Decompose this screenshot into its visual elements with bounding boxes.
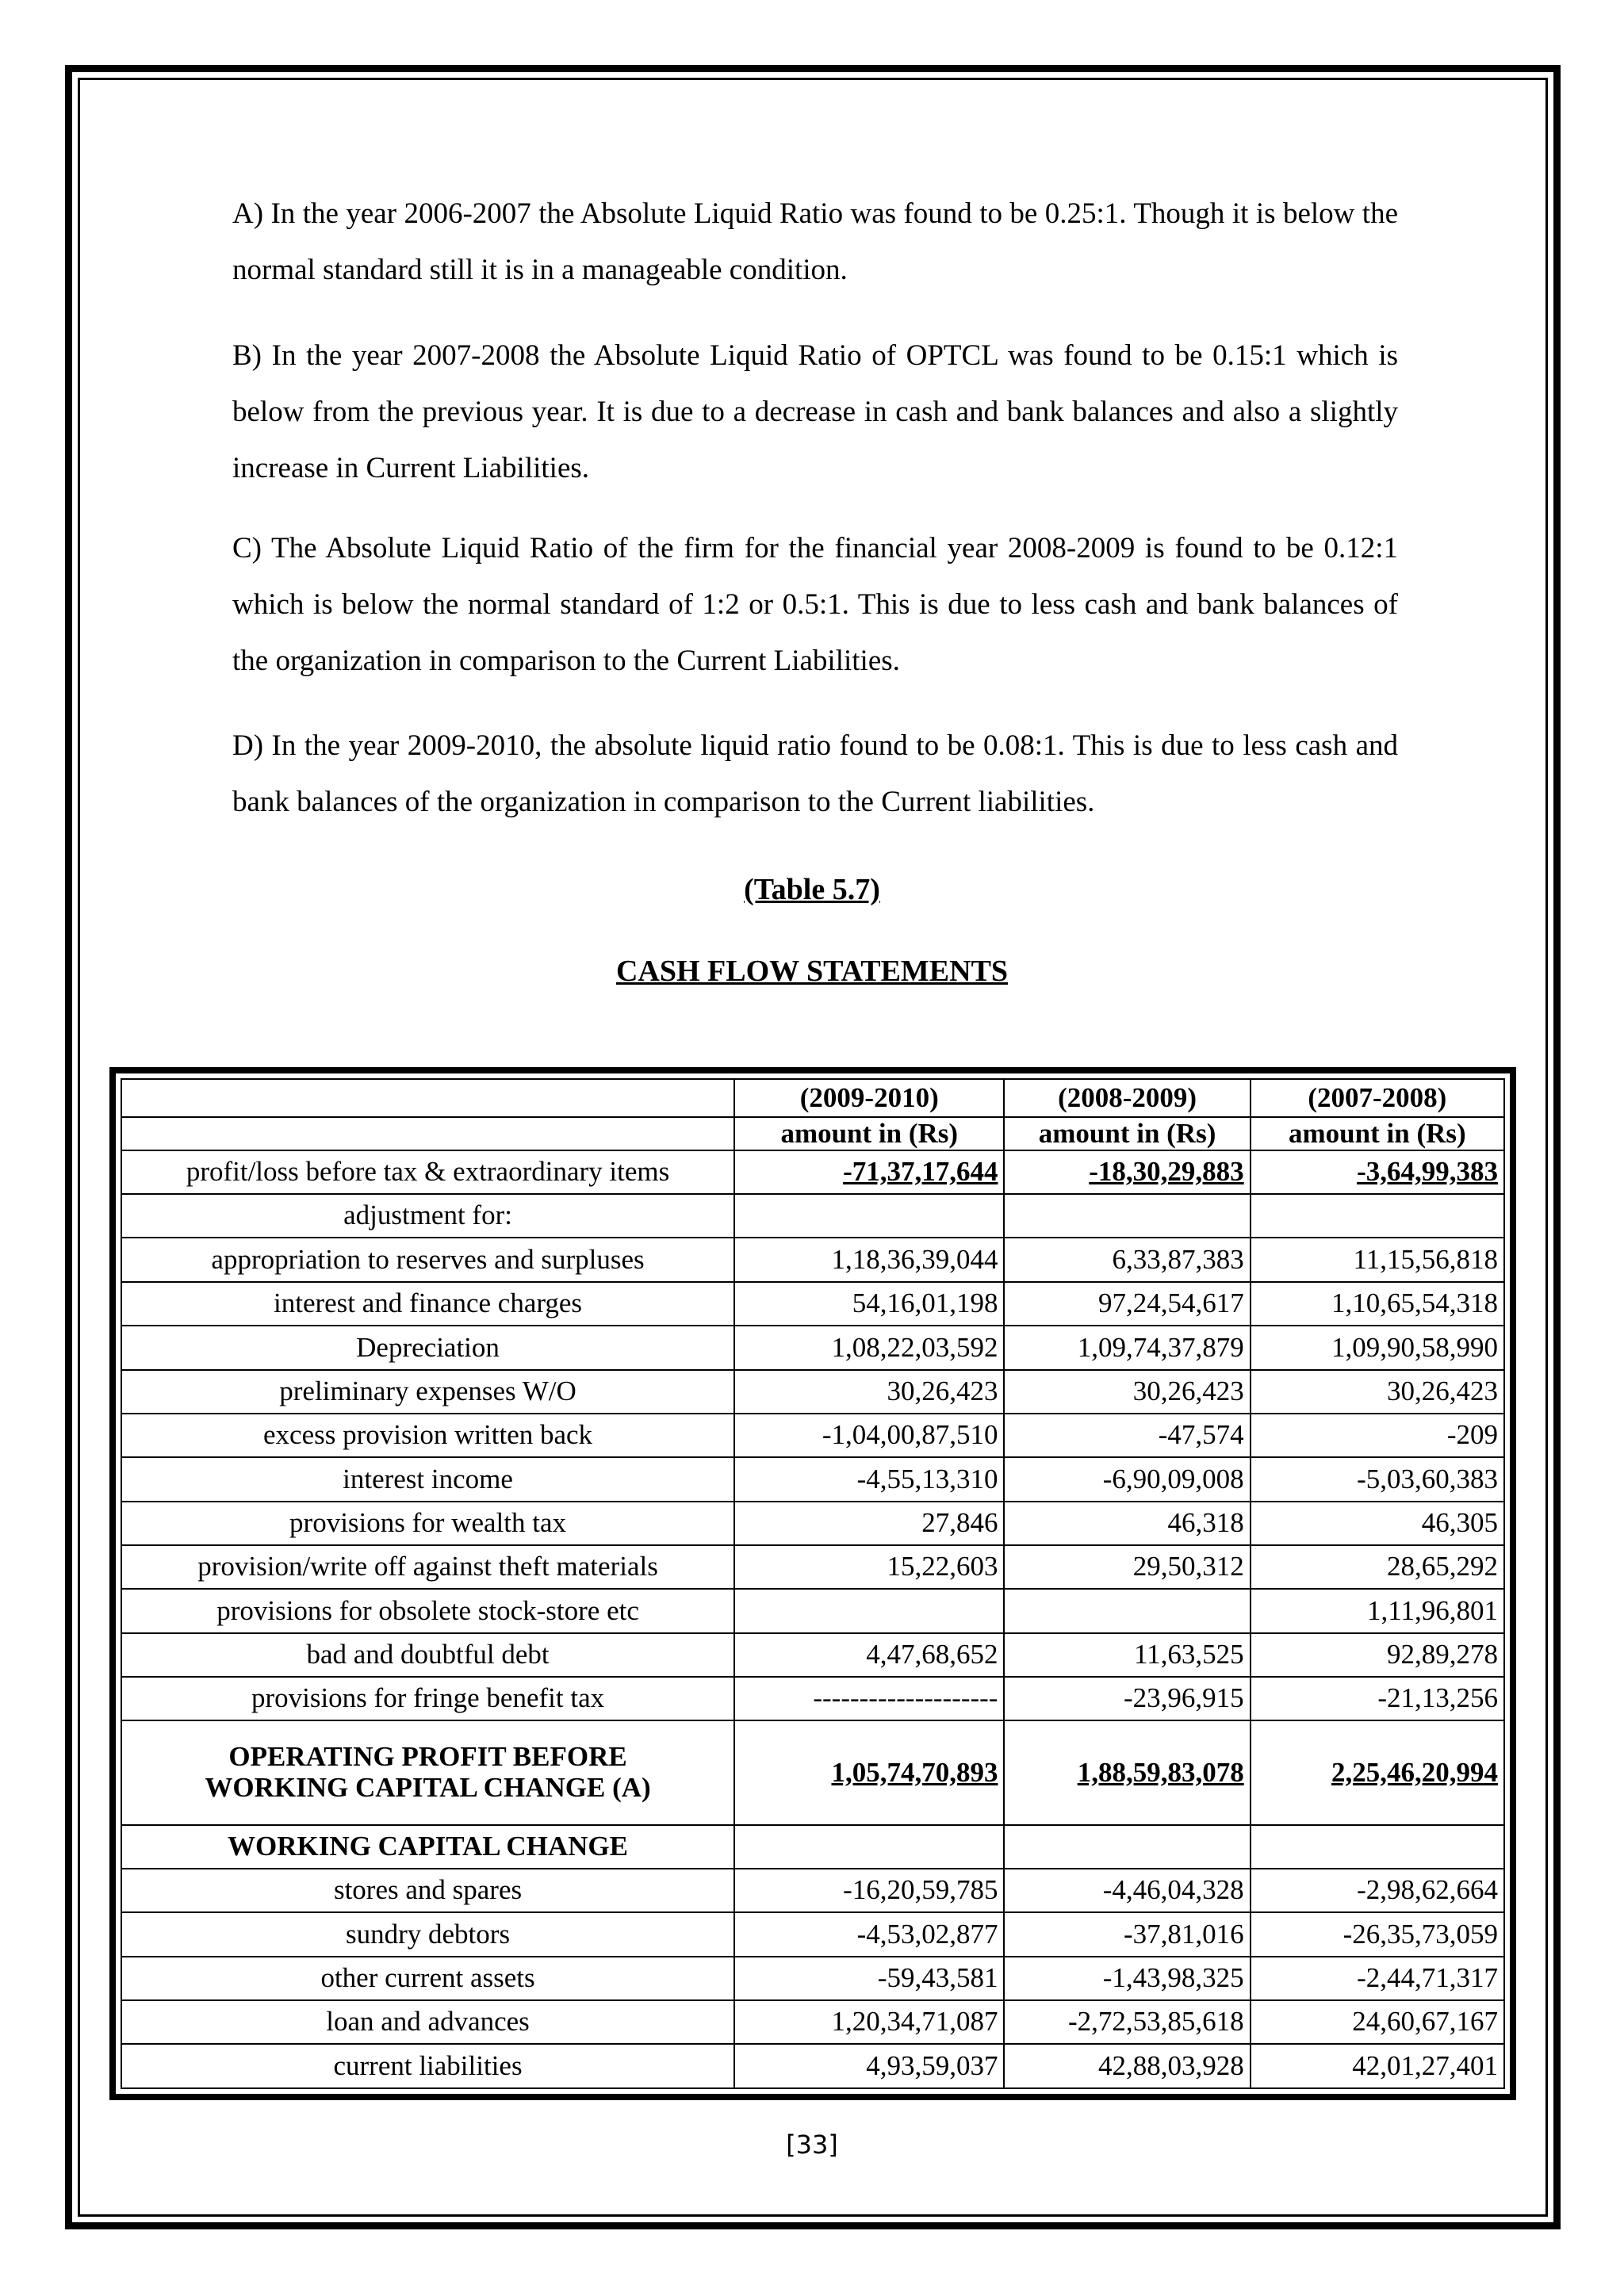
cell-value: -5,03,60,383 [1251, 1457, 1504, 1501]
cell-value: -4,53,02,877 [734, 1912, 1004, 1956]
row-label: WORKING CAPITAL CHANGE [121, 1825, 734, 1869]
row-label: appropriation to reserves and surpluses [121, 1238, 734, 1281]
cell-value: 1,18,36,39,044 [734, 1238, 1004, 1281]
year-header: (2009-2010) [734, 1079, 1004, 1117]
row-label: sundry debtors [121, 1912, 734, 1956]
row-label: preliminary expenses W/O [121, 1370, 734, 1414]
table-row [121, 1414, 1504, 1457]
unit-label: amount in (Rs) [1251, 1117, 1504, 1150]
paragraph-b: B) In the year 2007-2008 the Absolute Liquid Ratio of OPTCL was found to be 0.15:1 which is below from the previous year. It is due to a decrease in cash and bank balances and also a slightly increase in Current Liabilities. [232, 339, 1398, 484]
table-row [121, 1545, 1504, 1589]
cash-flow-table-box [109, 1067, 1516, 2100]
row-label: Depreciation [121, 1326, 734, 1369]
cell-value: -2,44,71,317 [1251, 1957, 1504, 2000]
cell-value: 1,10,65,54,318 [1251, 1282, 1504, 1326]
table-row [121, 1238, 1504, 1281]
cell-value [1004, 1194, 1250, 1238]
cell-value: 1,09,74,37,879 [1004, 1326, 1250, 1369]
table-row [121, 1589, 1504, 1632]
table-row [121, 1677, 1504, 1720]
row-label: provisions for fringe benefit tax [121, 1677, 734, 1720]
table-heading: CASH FLOW STATEMENTS [615, 955, 1009, 988]
row-label: loan and advances [121, 2000, 734, 2044]
row-label: other current assets [121, 1957, 734, 2000]
cell-value: -1,04,00,87,510 [734, 1414, 1004, 1457]
paragraph-d: D) In the year 2009-2010, the absolute liquid ratio found to be 0.08:1. This is due to less cash and bank balances of the organization in comparison to the Current liabilities. [232, 729, 1398, 818]
cell-value: 30,26,423 [734, 1370, 1004, 1414]
cell-value: -23,96,915 [1004, 1677, 1250, 1720]
paragraph-a: A) In the year 2006-2007 the Absolute Liquid Ratio was found to be 0.25:1. Though it is below the normal standard still it is in a manageable condition. [232, 197, 1398, 286]
label-line: OPERATING PROFIT BEFORE [228, 1741, 627, 1773]
cell-value: 1,08,22,03,592 [734, 1326, 1004, 1369]
cell-value [1251, 1825, 1504, 1869]
cell-value [1004, 1825, 1250, 1869]
row-label: provisions for obsolete stock-store etc [121, 1589, 734, 1632]
cell-value: 28,65,292 [1251, 1545, 1504, 1589]
paragraph-c: C) The Absolute Liquid Ratio of the firm for the financial year 2008-2009 is found to be 0.12:1 which is below the normal standard of 1:2 or 0.5:1. This is due to less cash and bank balances of the organization in comparison to the Current Liabilities. [232, 532, 1398, 677]
cell-value: -209 [1251, 1414, 1504, 1457]
cell-value: 1,11,96,801 [1251, 1589, 1504, 1632]
cell-value: -59,43,581 [734, 1957, 1004, 2000]
cell-value: -6,90,09,008 [1004, 1457, 1250, 1501]
table-row [121, 1457, 1504, 1501]
table-row [121, 1194, 1504, 1238]
working-capital-heading-row [121, 1825, 1504, 1869]
cell-value: 6,33,87,383 [1004, 1238, 1250, 1281]
row-label: current liabilities [121, 2044, 734, 2088]
table-label: (Table 5.7) [744, 873, 880, 906]
table-row [121, 1282, 1504, 1326]
cell-value: -47,574 [1004, 1414, 1250, 1457]
cell-value: -------------------- [734, 1677, 1004, 1720]
cell-value: -3,64,99,383 [1251, 1150, 1504, 1194]
cell-value: -21,13,256 [1251, 1677, 1504, 1720]
table-row [121, 1370, 1504, 1414]
cell-value: -2,72,53,85,618 [1004, 2000, 1250, 2044]
cell-value [734, 1589, 1004, 1632]
cell-value [1251, 1194, 1504, 1238]
cell-value: -26,35,73,059 [1251, 1912, 1504, 1956]
row-label: bad and doubtful debt [121, 1633, 734, 1677]
cell-value: 46,318 [1004, 1502, 1250, 1545]
table-row [121, 2000, 1504, 2044]
cell-value: -16,20,59,785 [734, 1869, 1004, 1912]
cell-value: 54,16,01,198 [734, 1282, 1004, 1326]
cell-value [734, 1194, 1004, 1238]
operating-profit-row [121, 1720, 1504, 1824]
label-line: WORKING CAPITAL CHANGE (A) [205, 1771, 651, 1803]
year-header: (2007-2008) [1251, 1079, 1504, 1117]
cell-value: 11,63,525 [1004, 1633, 1250, 1677]
table-row [121, 2044, 1504, 2088]
table-row [121, 1957, 1504, 2000]
cell-value [1004, 1589, 1250, 1632]
cell-value: 42,88,03,928 [1004, 2044, 1250, 2088]
row-label: stores and spares [121, 1869, 734, 1912]
cell-value: -18,30,29,883 [1004, 1150, 1250, 1194]
row-label: provision/write off against theft materials [121, 1545, 734, 1589]
table-header-row [121, 1079, 1504, 1117]
cell-value: 42,01,27,401 [1251, 2044, 1504, 2088]
cell-value: -1,43,98,325 [1004, 1957, 1250, 2000]
unit-label: amount in (Rs) [734, 1117, 1004, 1150]
cell-value: 30,26,423 [1251, 1370, 1504, 1414]
cell-value: 24,60,67,167 [1251, 2000, 1504, 2044]
table-row [121, 1912, 1504, 1956]
row-label [121, 1720, 734, 1824]
cell-value: -37,81,016 [1004, 1912, 1250, 1956]
cell-value: 1,05,74,70,893 [734, 1720, 1004, 1824]
row-label: adjustment for: [121, 1194, 734, 1238]
table-row [121, 1633, 1504, 1677]
cell-value: -4,46,04,328 [1004, 1869, 1250, 1912]
cell-value: 1,20,34,71,087 [734, 2000, 1004, 2044]
cell-value: 1,88,59,83,078 [1004, 1720, 1250, 1824]
table-row [121, 1326, 1504, 1369]
cell-value: -4,55,13,310 [734, 1457, 1004, 1501]
cell-value [734, 1825, 1004, 1869]
cell-value: 29,50,312 [1004, 1545, 1250, 1589]
row-label: interest and finance charges [121, 1282, 734, 1326]
row-label: profit/loss before tax & extraordinary items [121, 1150, 734, 1194]
cell-value: 30,26,423 [1004, 1370, 1250, 1414]
page-number: [33] [786, 2130, 838, 2160]
unit-empty-cell [121, 1117, 734, 1150]
table-row [121, 1502, 1504, 1545]
row-label: excess provision written back [121, 1414, 734, 1457]
table-row [121, 1150, 1504, 1194]
row-label: interest income [121, 1457, 734, 1501]
cell-value: -2,98,62,664 [1251, 1869, 1504, 1912]
cell-value: 4,93,59,037 [734, 2044, 1004, 2088]
table-unit-row [121, 1117, 1504, 1150]
cell-value: 27,846 [734, 1502, 1004, 1545]
table-row [121, 1869, 1504, 1912]
cash-flow-table [121, 1078, 1505, 2089]
cell-value: 4,47,68,652 [734, 1633, 1004, 1677]
cell-value: 2,25,46,20,994 [1251, 1720, 1504, 1824]
cell-value: -71,37,17,644 [734, 1150, 1004, 1194]
row-label: provisions for wealth tax [121, 1502, 734, 1545]
cell-value: 1,09,90,58,990 [1251, 1326, 1504, 1369]
unit-label: amount in (Rs) [1004, 1117, 1250, 1150]
year-header: (2008-2009) [1004, 1079, 1250, 1117]
header-empty-cell [121, 1079, 734, 1117]
cell-value: 15,22,603 [734, 1545, 1004, 1589]
cell-value: 97,24,54,617 [1004, 1282, 1250, 1326]
cell-value: 92,89,278 [1251, 1633, 1504, 1677]
cell-value: 11,15,56,818 [1251, 1238, 1504, 1281]
cell-value: 46,305 [1251, 1502, 1504, 1545]
